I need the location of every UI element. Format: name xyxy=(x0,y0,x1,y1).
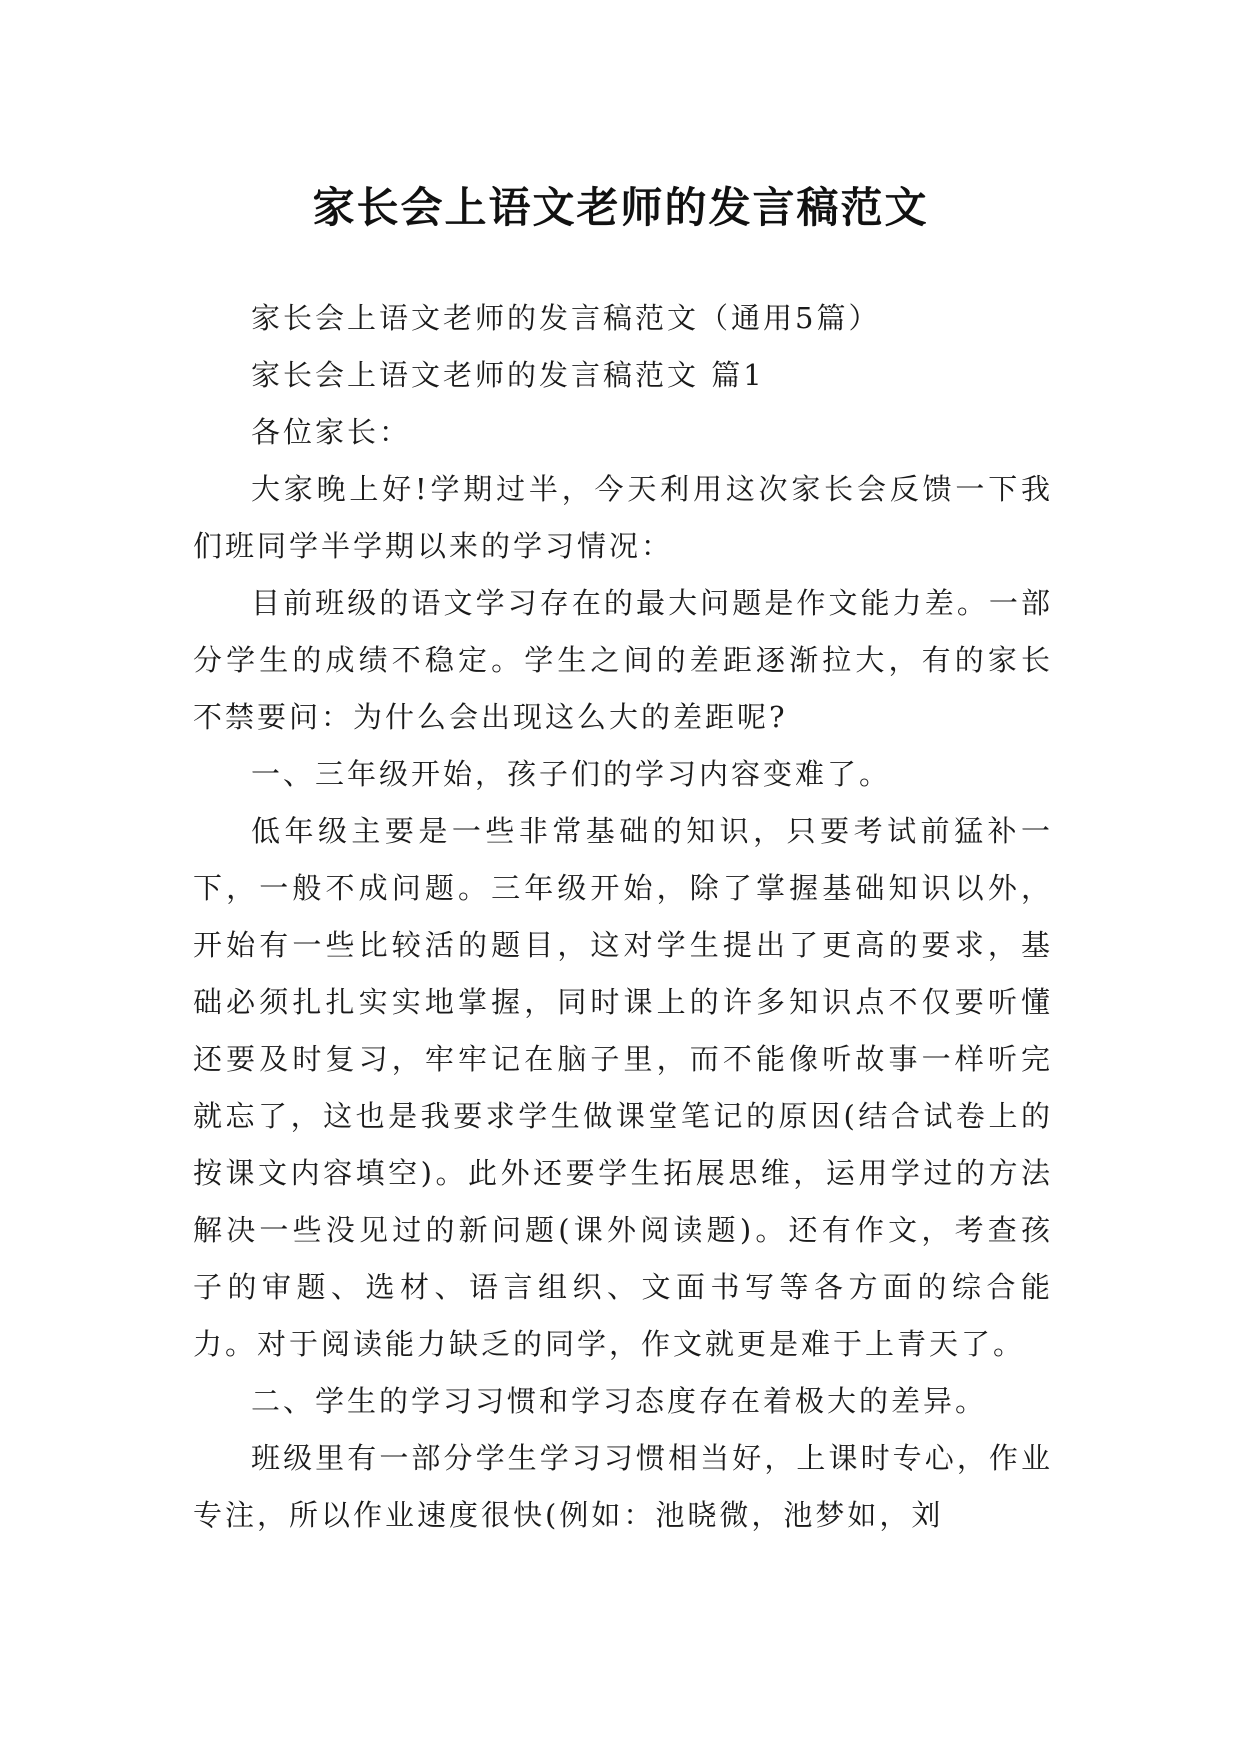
paragraph-point-one-detail: 低年级主要是一些非常基础的知识，只要考试前猛补一下，一般不成问题。三年级开始，除了掌握基础知识以外，开始有一些比较活的题目，这对学生提出了更高的要求，基础必须扎扎实实地掌握，同时课上的许多知识点不仅要听懂还要及时复习，牢牢记在脑子里，而不能像听故事一样听完就忘了，这也是我要求学生做课堂笔记的原因(结合试卷上的按课文内容填空)。此外还要学生拓展思维，运用学过的方法解决一些没见过的新问题(课外阅读题)。还有作文，考查孩子的审题、选材、语言组织、文面书写等各方面的综合能力。对于阅读能力缺乏的同学，作文就更是难于上青天了。 xyxy=(193,814,1053,1361)
paragraph-point-one: 一、三年级开始，孩子们的学习内容变难了。 xyxy=(251,757,892,791)
paragraph-point-two-detail: 班级里有一部分学生学习习惯相当好，上课时专心，作业专注，所以作业速度很快(例如：池晓微，池梦如，刘 xyxy=(193,1441,1053,1532)
paragraph-subtitle: 家长会上语文老师的发言稿范文（通用5篇） xyxy=(251,301,881,335)
paragraph-section-heading: 家长会上语文老师的发言稿范文 篇1 xyxy=(251,358,765,392)
paragraph-problem: 目前班级的语文学习存在的最大问题是作文能力差。一部分学生的成绩不稳定。学生之间的差距逐渐拉大，有的家长不禁要问：为什么会出现这么大的差距呢? xyxy=(193,586,1053,734)
document-title: 家长会上语文老师的发言稿范文 xyxy=(312,183,929,233)
paragraph-point-two: 二、学生的学习习惯和学习态度存在着极大的差异。 xyxy=(251,1384,988,1418)
document-body xyxy=(193,290,1053,1544)
paragraph-salutation: 各位家长： xyxy=(251,415,412,449)
paragraph-greeting: 大家晚上好!学期过半，今天利用这次家长会反馈一下我们班同学半学期以来的学习情况： xyxy=(193,472,1053,563)
